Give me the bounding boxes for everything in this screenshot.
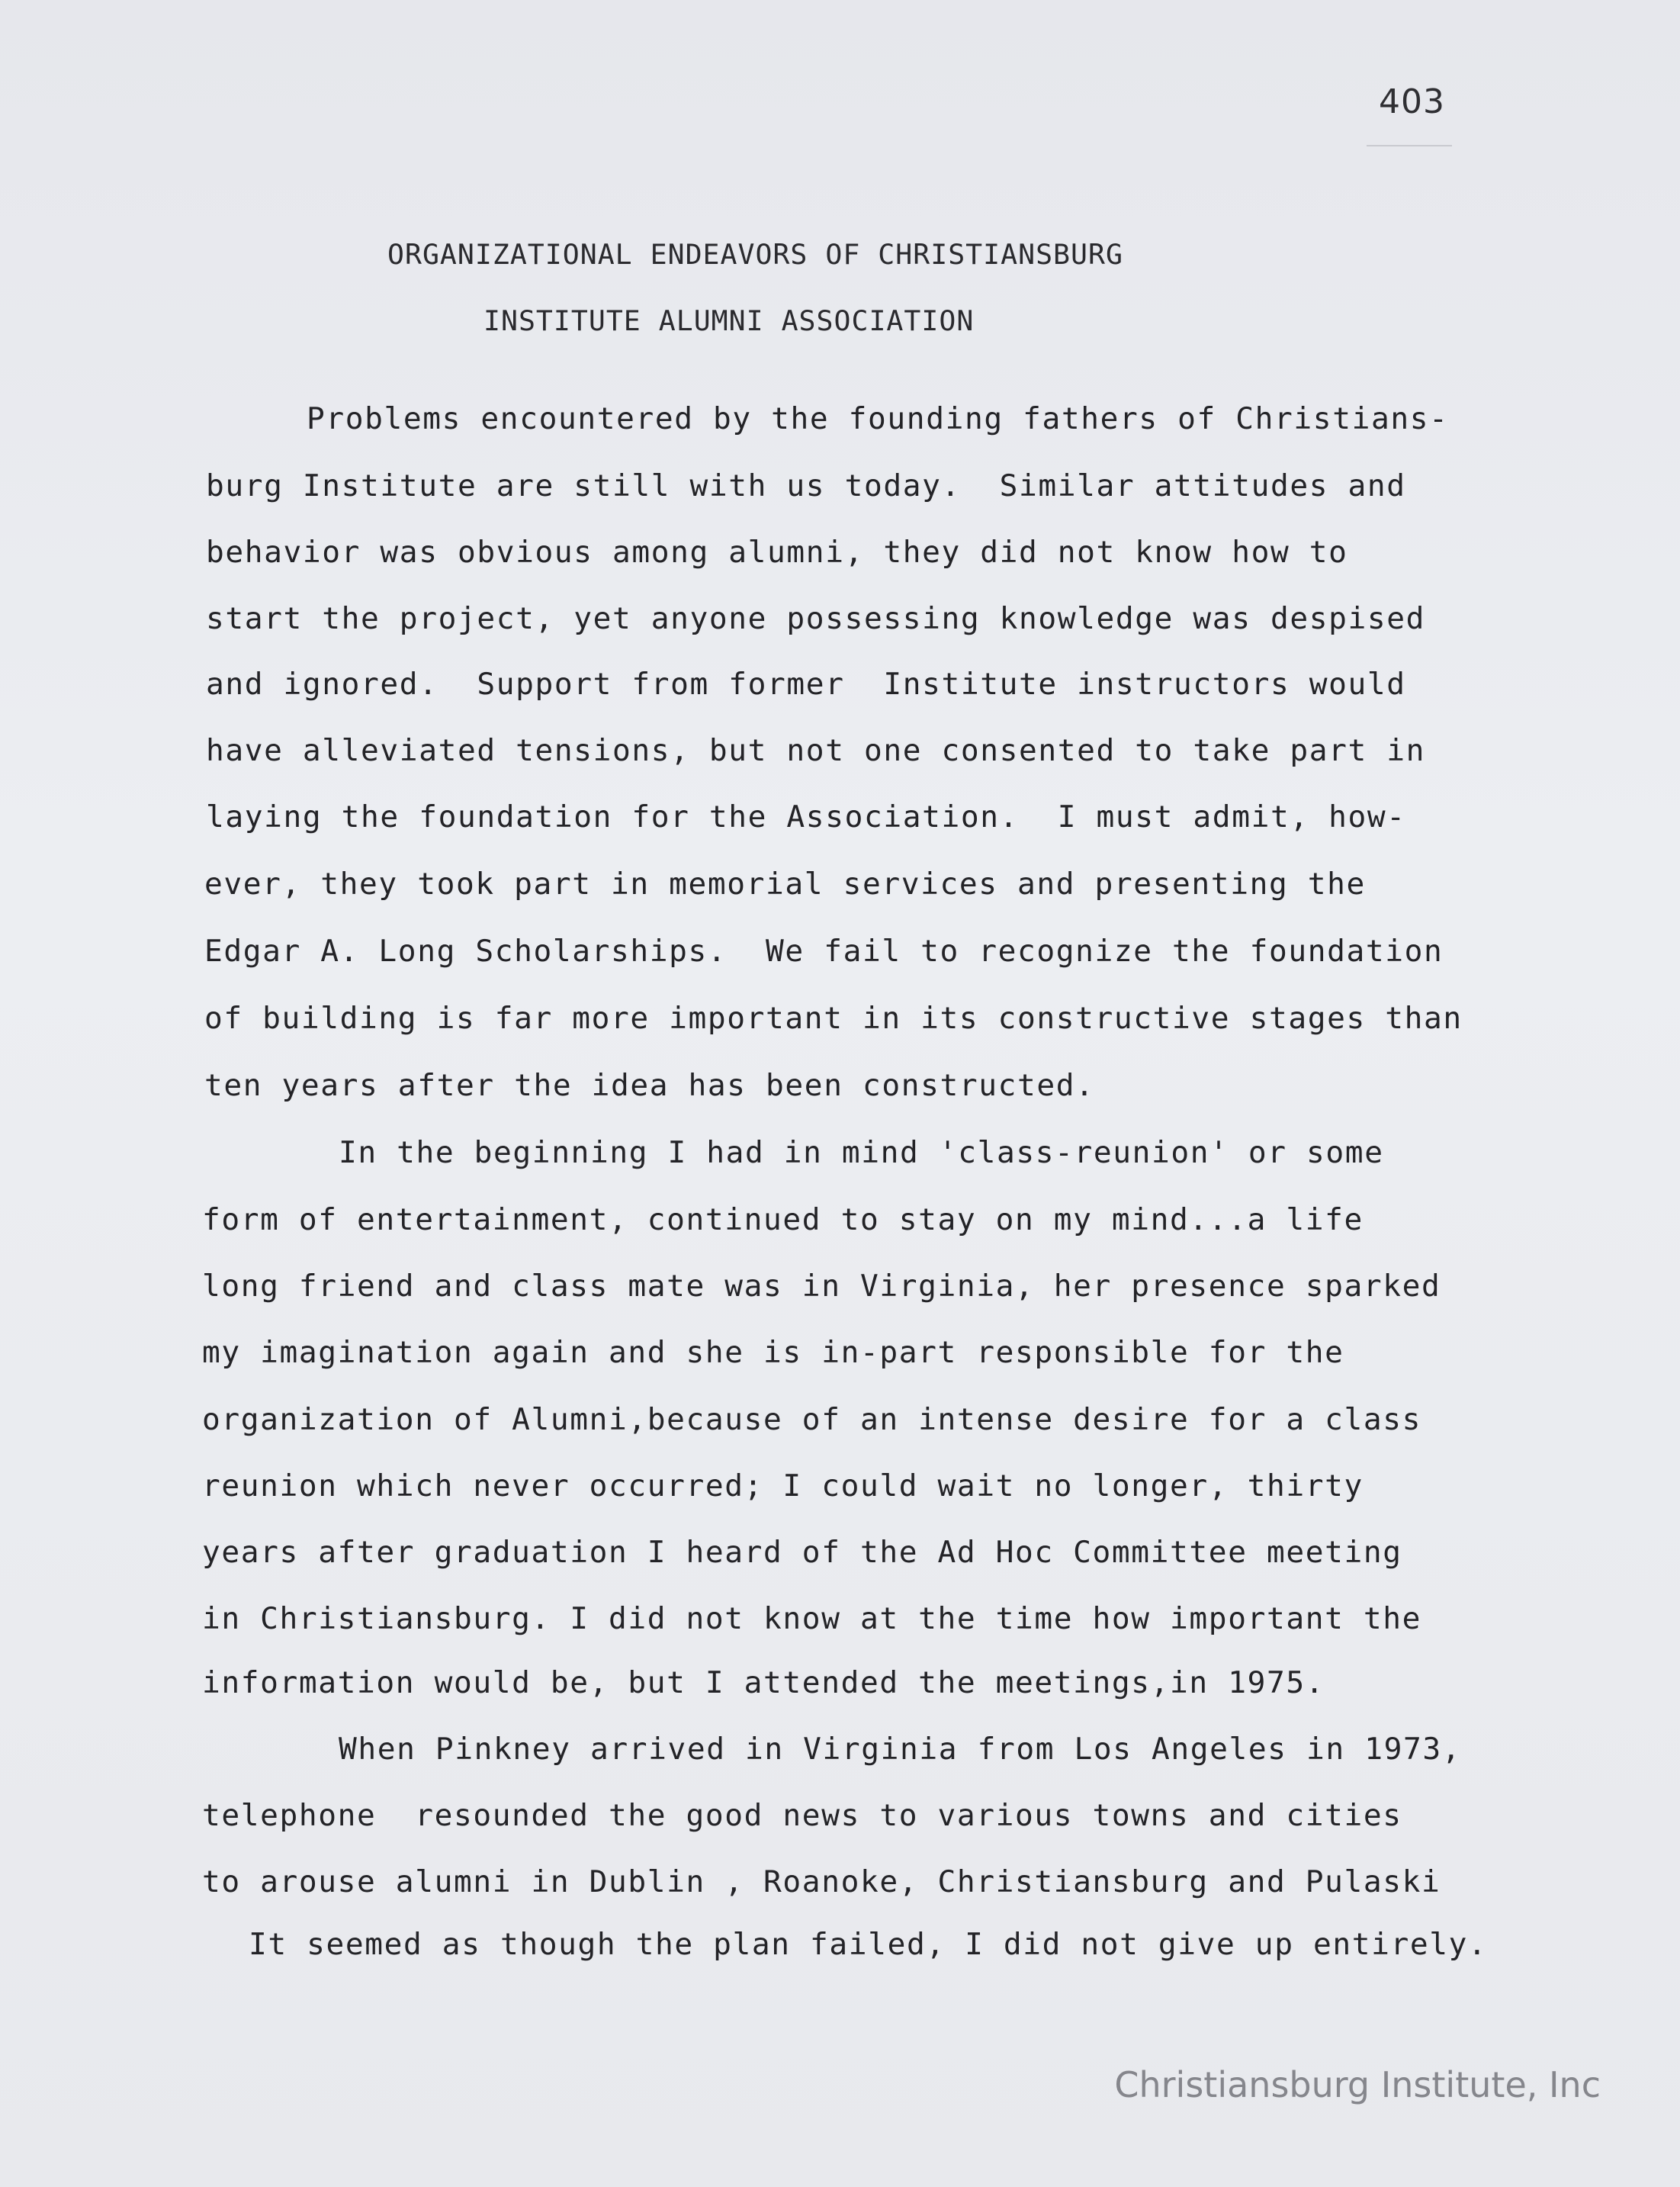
body-line: ten years after the idea has been constructed. (204, 1068, 1095, 1103)
body-line: long friend and class mate was in Virginia, her presence sparked (202, 1269, 1441, 1304)
body-line: Problems encountered by the founding fathers of Christians- (307, 401, 1449, 436)
body-line: It seemed as though the plan failed, I did not give up entirely. (249, 1927, 1488, 1962)
body-line: behavior was obvious among alumni, they did not know how to (206, 535, 1348, 570)
body-line: have alleviated tensions, but not one consented to take part in (206, 733, 1426, 768)
title-line-2: INSTITUTE ALUMNI ASSOCIATION (483, 304, 975, 337)
body-line: In the beginning I had in mind 'class-reunion' or some (339, 1135, 1384, 1170)
body-line: organization of Alumni,because of an intense desire for a class (202, 1402, 1422, 1437)
body-line: When Pinkney arrived in Virginia from Los Angeles in 1973, (339, 1732, 1462, 1767)
body-line: my imagination again and she is in-part responsible for the (202, 1335, 1344, 1370)
body-line: and ignored. Support from former Institute instructors would (206, 667, 1406, 702)
body-line: start the project, yet anyone possessing knowledge was despised (206, 601, 1426, 636)
body-line: in Christiansburg. I did not know at the time how important the (202, 1601, 1422, 1636)
body-line: reunion which never occurred; I could wait no longer, thirty (202, 1468, 1364, 1504)
body-line: ever, they took part in memorial services and presenting the (204, 867, 1366, 902)
body-line: form of entertainment, continued to stay on my mind...a life (202, 1202, 1364, 1237)
page-number: 403 (1379, 82, 1445, 121)
page-number-underline (1367, 145, 1452, 146)
body-line: to arouse alumni in Dublin , Roanoke, Christiansburg and Pulaski (202, 1864, 1441, 1899)
body-line: telephone resounded the good news to various towns and cities (202, 1798, 1402, 1833)
title-line-1: ORGANIZATIONAL ENDEAVORS OF CHRISTIANSBURG (387, 238, 1123, 271)
body-line: information would be, but I attended the meetings,in 1975. (202, 1665, 1325, 1700)
watermark: Christiansburg Institute, Inc (1114, 2064, 1601, 2105)
body-line: years after graduation I heard of the Ad Hoc Committee meeting (202, 1535, 1402, 1570)
body-line: of building is far more important in its constructive stages than (204, 1001, 1463, 1036)
body-line: burg Institute are still with us today. Similar attitudes and (206, 468, 1406, 503)
body-line: Edgar A. Long Scholarships. We fail to recognize the foundation (204, 934, 1444, 969)
body-line: laying the foundation for the Association. I must admit, how- (206, 799, 1406, 835)
